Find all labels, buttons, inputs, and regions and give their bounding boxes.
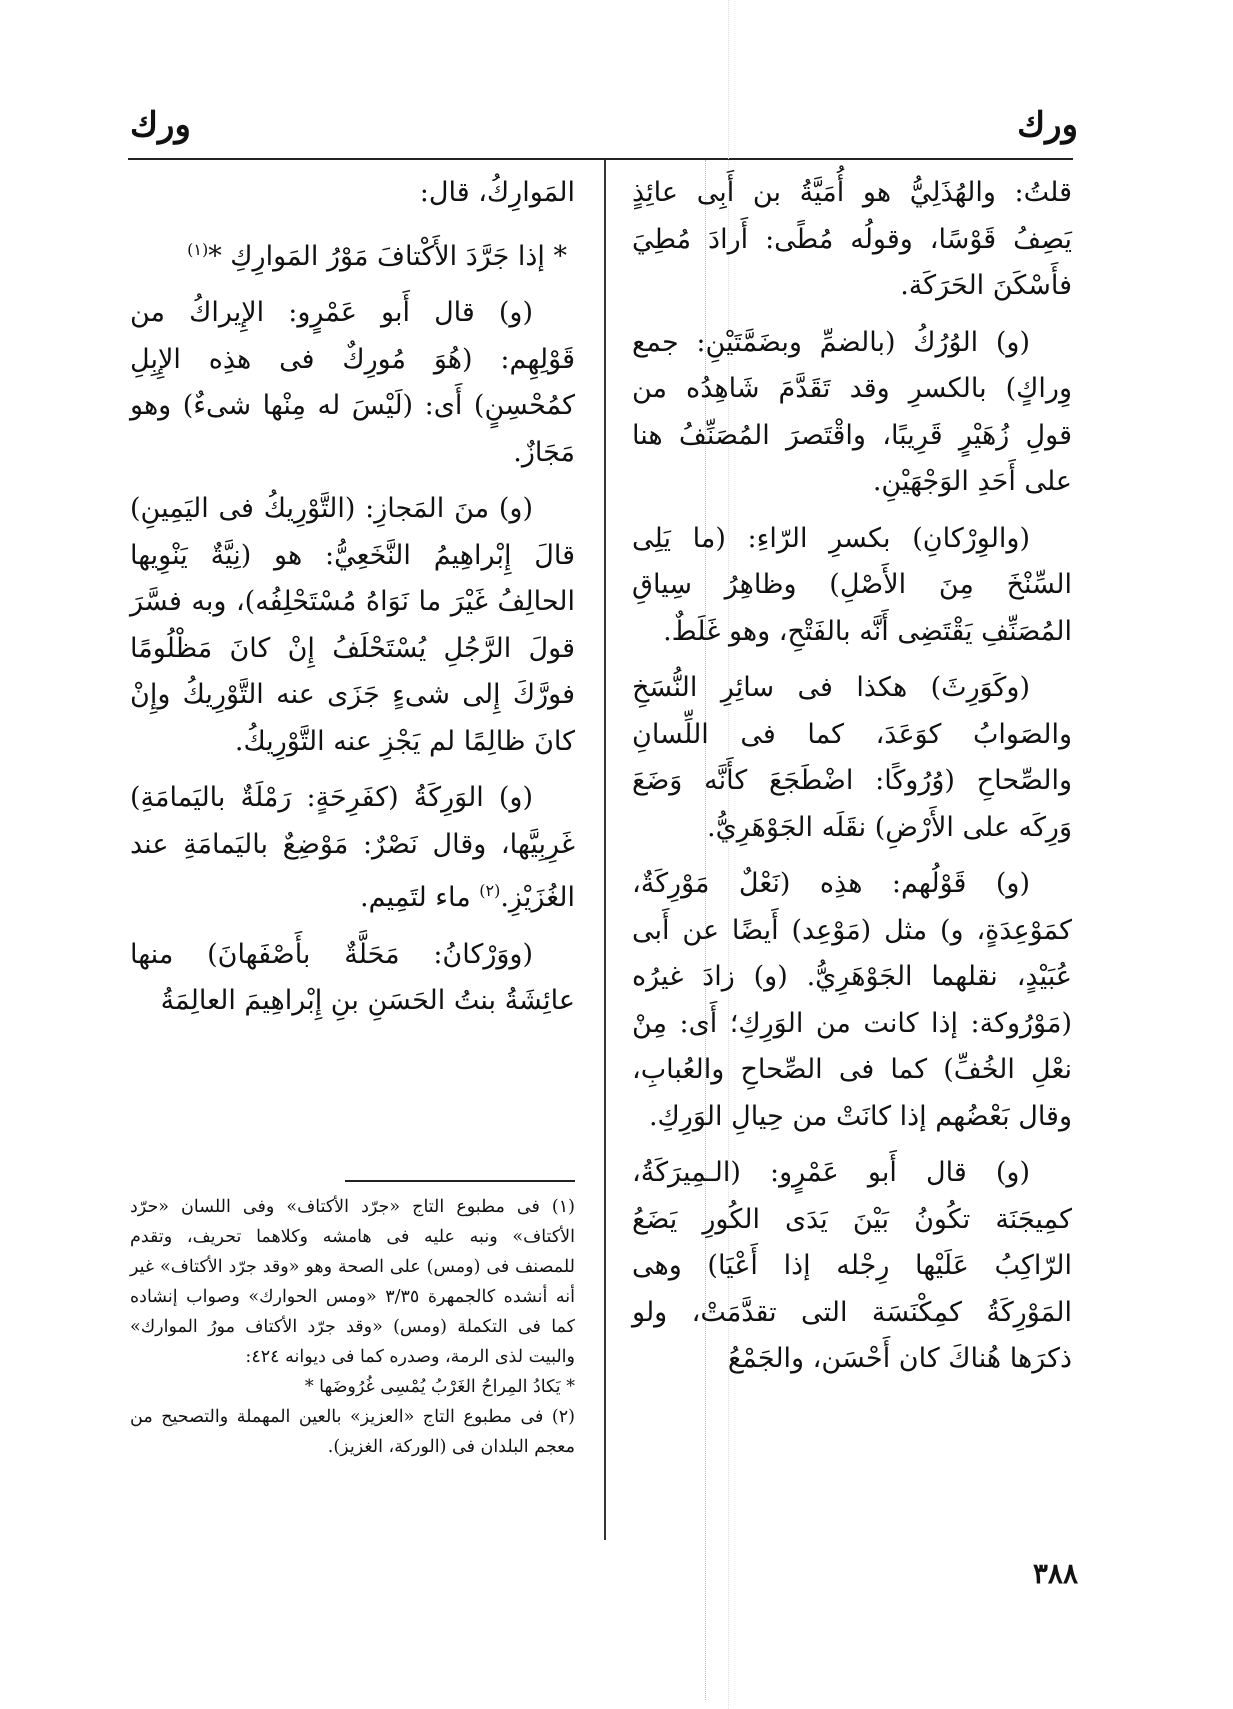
right-column [632, 170, 1072, 1393]
column-divider [604, 160, 606, 1540]
running-head-right: ورك [1017, 105, 1078, 145]
footnote: (١) فى مطبوع التاج «جرّد الأكتاف» وفى اللسان «حرّد الأكتاف» ونبه عليه فى هامشه وكلاهما تحريف، وتقدم للمصنف فى (ومس) على الصحة وهو «وقد جرّد الأكتاف» غير أنه أنشده كالجمهرة ٣/٣٥ «ومس الحوارك» وصواب إنشاده كما فى التكملة (ومس) «وقد جرّد الأكتاف مورُ الموارك» والبيت لذى الرمة، وصدره كما فى ديوانه ٤٢٤: [130, 1197, 575, 1367]
paragraph: (و) قَوْلُهم: هذِه (نَعْلٌ مَوْرِكَةٌ، كمَوْعِدَةٍ، و) مثل (مَوْعِد) أَيضًا عن أَبى عُبَيْدٍ، نقلهما الجَوْهَرِيُّ. (و) زادَ غيرُه (مَوْرُوكة: إذا كانت من الوَرِكِ؛ أَى: مِنْ نعْلِ الخُفِّ) كما فى الصِّحاحِ والعُبابِ، وقال بَعْضُهم إذا كانَتْ من حِيالِ الوَرِكِ. [632, 868, 1072, 1132]
paragraph [130, 775, 575, 922]
paragraph: قلتُ: والهُذَلِيُّ هو أُمَيَّةُ بن أَبِى عائِذٍ يَصِفُ قَوْسًا، وقولُه مُطًى: أَرادَ مُطِيَ فأَسْكَنَ الحَرَكَة. [632, 177, 1072, 301]
paragraph: (ووَرْكانُ: مَحَلَّةٌ بأَصْفَهانَ) منها عائِشَةُ بنتُ الحَسَنِ بنِ إِبْراهِيمَ العالِمَةُ [130, 938, 575, 1016]
footnote-rule [345, 1180, 575, 1182]
page-number: ٣٨٨ [1032, 1557, 1078, 1590]
verse-text: * إذا جَرَّدَ الأَكْتافَ مَوْرُ المَوارِكِ * [208, 240, 567, 272]
paragraph: (والوِرْكانِ) بكسرِ الرّاءِ: (ما يَلِى السِّنْخَ مِنَ الأَصْلِ) وظاهِرُ سِياقِ المُصَنِّفِ يَقْتَضِى أَنَّه بالفَتْحِ، وهو غَلَطٌ. [632, 522, 1072, 647]
verse-line [130, 227, 575, 281]
paragraph-text: (و) الوَرِكَةُ (كفَرِحَةٍ: رَمْلَةٌ باليَمامَةِ) غَرِبِيَّها، وقال نَصْرٌ: مَوْضِعٌ باليَمامَةِ عند الغُزَيْزِ. [130, 782, 575, 913]
paragraph: (و) قال أَبو عَمْرٍو: (الـمِيرَكَةُ، كمِيجَنَة تكُونُ بَيْنَ يَدَى الكُورِ يَضَعُ الرّاكِبُ عَلَيْها رِجْله إذا أَعْيَا) وهى المَوْرِكَةُ كمِكْنَسَة التى تقدَّمَتْ، ولو ذكرَها هُناكَ كان أَحْسَن، والجَمْعُ [632, 1157, 1072, 1374]
footnotes [130, 1192, 575, 1462]
running-head-left: ورك [130, 105, 191, 145]
paragraph-tail: ماء لتَمِيم. [360, 882, 480, 913]
footnote-marker: (١) [187, 239, 209, 259]
footnote-verse: * يَكادُ المِراحُ الغَرْبُ يُمْسِى غُرُوضَها * [304, 1377, 575, 1397]
paragraph: (و) الوُرُكُ (بالضمِّ وبضَمَّتَيْنِ: جمع وِراكٍ) بالكسرِ وقد تَقَدَّمَ شَاهِدُه من قولِ زُهَيْرٍ قَرِيبًا، واقْتَصرَ المُصَنِّفُ هنا على أَحَدِ الوَجْهَيْنِ. [632, 326, 1072, 497]
paragraph: (وكَوَرِثَ) هكذا فى سائِرِ النُّسَخِ والصَوابُ كوَعَدَ، كما فى اللِّسانِ والصِّحاحِ (وُرُوكًا: اضْطَجَعَ كأَنَّه وَضَعَ وَرِكَه على الأَرْضِ) نقَلَه الجَوْهَرِيُّ. [632, 672, 1072, 843]
left-column [130, 170, 575, 1035]
footnote-marker: (٢) [479, 881, 501, 900]
paragraph: المَوارِكُ، قال: [419, 177, 575, 208]
footnote: (٢) فى مطبوع التاج «العزيز» بالعين المهملة والتصحيح من معجم البلدان فى (الوركة، الغزيز). [130, 1407, 575, 1457]
paragraph: (و) قال أَبو عَمْرٍو: الإِيراكُ من قَوْلِهِم: (هُوَ مُورِكٌ فى هذِه الإِبِلِ كمُحْسِنٍ) أَى: (لَيْسَ له مِنْها شىءٌ) وهو مَجَازٌ. [130, 297, 575, 468]
paragraph: (و) منَ المَجازِ: (التَّوْرِيكُ فى اليَمِينِ) قالَ إِبْراهِيمُ النَّخَعِيُّ: هو (نِيَّةٌ يَنْوِيها الحالِفُ غَيْرَ ما نَوَاهُ مُسْتَحْلِفُه)، وبه فسَّرَ قولَ الرَّجُلِ يُسْتَحْلَفُ إِنْ كانَ مَظْلُومًا فورَّكَ إِلى شىءٍ جَزَى عنه التَّوْرِيكُ وإِنْ كانَ ظالِمًا لم يَجْزِ عنه التَّوْرِيكُ. [130, 493, 575, 757]
header-rule [128, 158, 1073, 160]
